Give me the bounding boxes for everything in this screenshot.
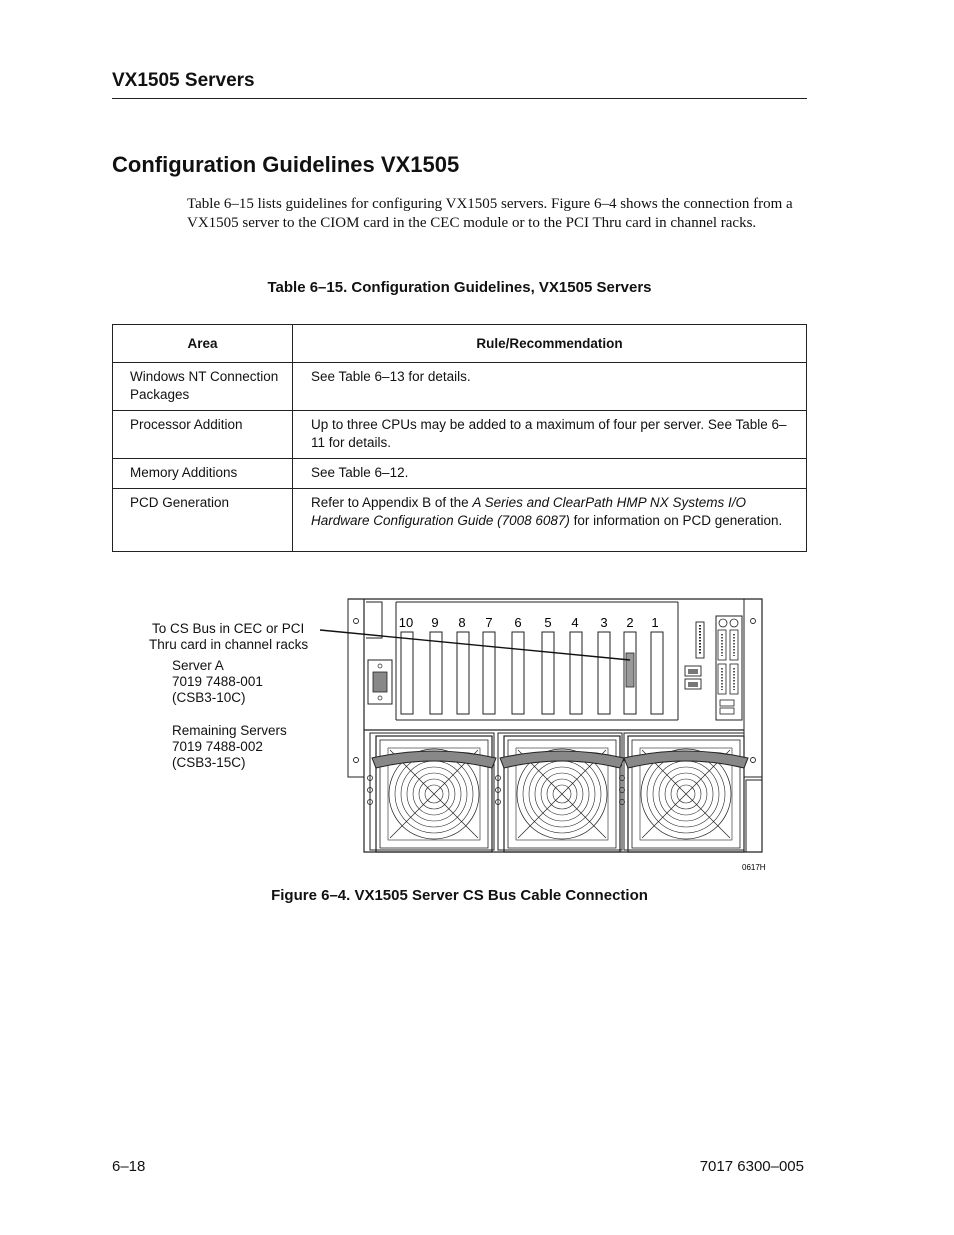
pci-slots: [401, 632, 663, 714]
server-a-label: Server A 7019 7488-001 (CSB3-10C): [172, 658, 263, 705]
guide-title: A Series and ClearPath HMP NX Systems I/O Hardware Configuration Guide (7008 6087): [311, 495, 746, 528]
running-head: VX1505 Servers: [112, 70, 255, 91]
table-row: [113, 459, 807, 489]
intro-paragraph: Table 6–15 lists guidelines for configuring VX1505 servers. Figure 6–4 shows the connection from a VX1505 server to the CIOM card in the CEC module or to the PCI Thru card in channel racks.: [187, 196, 793, 231]
callout-label: Thru card in channel racks: [149, 637, 309, 652]
cs-bus-card-connector: [626, 653, 634, 687]
figure: [112, 590, 807, 880]
cell-area: Memory Additions: [113, 459, 293, 489]
rule-text: for information on PCD generation.: [569, 513, 783, 528]
art-id: 0617H: [742, 863, 766, 872]
cell-area: PCD Generation: [113, 489, 293, 552]
figure-caption: Figure 6–4. VX1505 Server CS Bus Cable Connection: [271, 887, 648, 904]
slot-number: 5: [544, 615, 552, 630]
table-row: [113, 411, 807, 459]
column-header-rule: Rule/Recommendation: [293, 325, 807, 363]
document-number: 7017 6300–005: [699, 1158, 804, 1175]
slot-number: 6: [514, 615, 522, 630]
slot-number: 10: [398, 615, 414, 630]
cell-rule: [293, 489, 807, 552]
table-row: [113, 363, 807, 411]
slot-number: 2: [626, 615, 634, 630]
guidelines-table: [112, 324, 807, 552]
page-number: 6–18: [112, 1158, 146, 1175]
io-panel: [685, 616, 742, 720]
slot-number: 3: [600, 615, 608, 630]
rule-text: Refer to Appendix B of the: [311, 495, 473, 510]
slot-number: 1: [651, 615, 659, 630]
callout-line: [320, 630, 630, 660]
remaining-servers-label: Remaining Servers 7019 7488-002 (CSB3-15C): [172, 723, 287, 770]
column-header-area: Area: [113, 325, 293, 363]
cell-rule: Up to three CPUs may be added to a maximum of four per server. See Table 6–11 for details.: [293, 411, 807, 459]
slot-number: 9: [431, 615, 439, 630]
slot-number: 4: [571, 615, 579, 630]
table-header-row: [113, 325, 807, 363]
cell-rule: See Table 6–13 for details.: [293, 363, 807, 411]
cell-area: Processor Addition: [113, 411, 293, 459]
callout-label: To CS Bus in CEC or PCI: [152, 621, 305, 636]
section-title: Configuration Guidelines VX1505: [112, 152, 460, 177]
table-caption: Table 6–15. Configuration Guidelines, VX1505 Servers: [267, 279, 652, 296]
table-row: [113, 489, 807, 552]
fan-modules: [368, 733, 749, 852]
slot-number: 8: [458, 615, 466, 630]
cell-rule: See Table 6–12.: [293, 459, 807, 489]
slot-number: 7: [485, 615, 493, 630]
cell-area: Windows NT Connection Packages: [113, 363, 293, 411]
header-rule: [112, 98, 807, 99]
